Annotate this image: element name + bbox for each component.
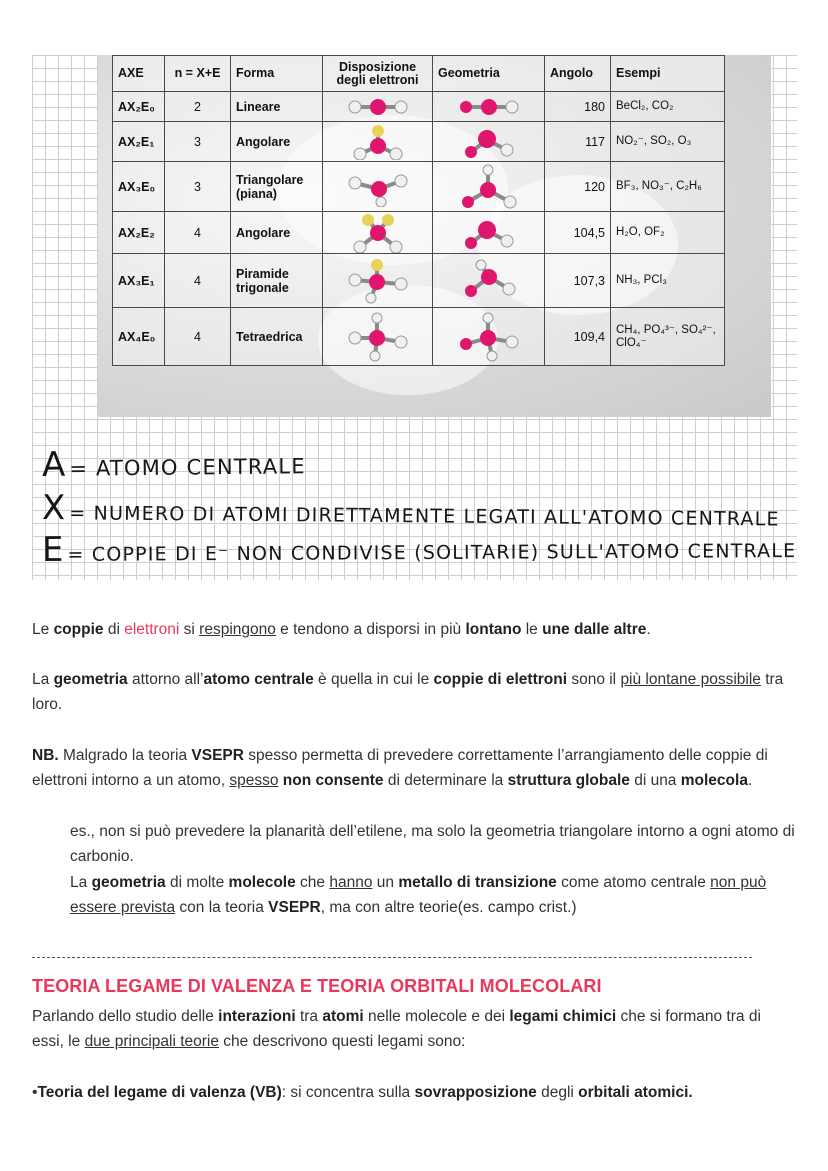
molecule-tetrahedral-one-lonepair-image xyxy=(345,258,411,304)
cell-disposizione xyxy=(323,92,433,122)
cell-forma: Angolare xyxy=(231,122,323,162)
cell-esempi: NH₃, PCl₃ xyxy=(611,254,725,308)
cell-n: 4 xyxy=(165,308,231,366)
handwritten-def-a: = ATOMO CENTRALE xyxy=(69,454,306,481)
cell-axe: AX₄E₀ xyxy=(113,308,165,366)
handwritten-letter-a: A xyxy=(41,444,66,485)
cell-forma: Angolare xyxy=(231,212,323,254)
cell-angolo: 107,3 xyxy=(545,254,611,308)
paragraph-teoria-vb: •Teoria del legame di valenza (VB): si concentra sulla sovrapposizione degli orbitali atomici. xyxy=(32,1084,693,1101)
table-row xyxy=(113,254,725,308)
cell-geometria xyxy=(433,122,545,162)
paragraph-example-etilene: es., non si può prevedere la planarità dell’etilene, ma solo la geometria triangolare intorno a ogni atomo di carbonio. xyxy=(70,823,795,865)
handwritten-note-a xyxy=(42,442,306,485)
paragraph-geometria: La geometria attorno all’atomo centrale è quella in cui le coppie di elettroni sono il più lontane possibile tra loro. xyxy=(32,671,784,713)
cell-geometria xyxy=(433,92,545,122)
cell-forma: Piramide trigonale xyxy=(231,254,323,308)
cell-forma: Tetraedrica xyxy=(231,308,323,366)
handwritten-def-x: = NUMERO DI ATOMI DIRETTAMENTE LEGATI ALL'ATOMO CENTRALE xyxy=(69,502,780,531)
section-title: TEORIA LEGAME DI VALENZA E TEORIA ORBITALI MOLECOLARI xyxy=(32,976,602,996)
nb-label: NB. xyxy=(32,747,59,764)
cell-angolo: 104,5 xyxy=(545,212,611,254)
cell-n: 2 xyxy=(165,92,231,122)
table-row xyxy=(113,308,725,366)
cell-geometria xyxy=(433,162,545,212)
molecule-linear-disposition-image xyxy=(343,96,413,118)
paragraph-interazioni: Parlando dello studio delle interazioni tra atomi nelle molecole e dei legami chimici che si formano tra di essi, le due principali teorie che descrivono questi legami sono: xyxy=(32,1008,761,1050)
handwritten-def-e: = COPPIE DI E⁻ NON CONDIVISE (SOLITARIE) SULL'ATOMO CENTRALE xyxy=(67,540,797,566)
cell-axe: AX₂E₀ xyxy=(113,92,165,122)
molecule-trigonal-planar-disposition-image xyxy=(343,167,413,207)
header-disposizione: Disposizione degli elettroni xyxy=(323,56,433,92)
cell-geometria xyxy=(433,254,545,308)
cell-axe: AX₃E₁ xyxy=(113,254,165,308)
molecule-tetrahedral-two-lonepairs-image xyxy=(348,213,408,253)
cell-esempi: BF₃, NO₃⁻, C₂H₆ xyxy=(611,162,725,212)
vsepr-figure xyxy=(32,55,797,580)
molecule-trigonal-pyramid-geometry-image xyxy=(459,259,519,303)
table-row xyxy=(113,212,725,254)
cell-angolo: 120 xyxy=(545,162,611,212)
molecule-bent-geometry-image xyxy=(459,124,519,160)
cell-angolo: 180 xyxy=(545,92,611,122)
cell-geometria xyxy=(433,308,545,366)
cell-esempi: CH₄, PO₄³⁻, SO₄²⁻, ClO₄⁻ xyxy=(611,308,725,366)
table-row xyxy=(113,92,725,122)
molecule-tetrahedral-geometry-image xyxy=(456,312,522,362)
cell-disposizione xyxy=(323,122,433,162)
molecule-trigonal-planar-geometry-image xyxy=(454,164,524,210)
cell-esempi: NO₂⁻, SO₂, O₃ xyxy=(611,122,725,162)
header-esempi: Esempi xyxy=(611,56,725,92)
header-angolo: Angolo xyxy=(545,56,611,92)
cell-angolo: 109,4 xyxy=(545,308,611,366)
cell-disposizione xyxy=(323,162,433,212)
molecule-tetrahedral-disposition-image xyxy=(345,312,411,362)
table-row xyxy=(113,162,725,212)
cell-n: 3 xyxy=(165,122,231,162)
cell-disposizione xyxy=(323,212,433,254)
cell-n: 4 xyxy=(165,212,231,254)
header-geometria: Geometria xyxy=(433,56,545,92)
section-divider xyxy=(32,957,752,958)
header-forma: Forma xyxy=(231,56,323,92)
table-row xyxy=(113,122,725,162)
header-n: n = X+E xyxy=(165,56,231,92)
table-photo-background xyxy=(98,55,771,417)
cell-angolo: 117 xyxy=(545,122,611,162)
handwritten-note-e xyxy=(42,526,797,570)
cell-forma: Lineare xyxy=(231,92,323,122)
cell-axe: AX₃E₀ xyxy=(113,162,165,212)
cell-disposizione xyxy=(323,254,433,308)
paragraph-metallo-transizione: La geometria di molte molecole che hanno un metallo di transizione come atomo centrale non può essere prevista con la teoria VSEPR, ma con altre teorie(es. campo crist.) xyxy=(70,874,767,916)
handwritten-letter-x: X xyxy=(41,488,66,529)
molecule-linear-geometry-image xyxy=(454,96,524,118)
table-header-row xyxy=(113,56,725,92)
cell-esempi: H₂O, OF₂ xyxy=(611,212,725,254)
cell-n: 4 xyxy=(165,254,231,308)
cell-n: 3 xyxy=(165,162,231,212)
header-axe: AXE xyxy=(113,56,165,92)
cell-axe: AX₂E₁ xyxy=(113,122,165,162)
molecule-trigonal-lonepair-image xyxy=(348,124,408,160)
paragraph-coppie-elettroni: Le coppie di elettroni si respingono e tendono a disporsi in più lontano le une dalle altre. xyxy=(32,621,651,638)
cell-geometria xyxy=(433,212,545,254)
cell-forma: Triangolare (piana) xyxy=(231,162,323,212)
bullet: • xyxy=(32,1084,38,1101)
vsepr-table xyxy=(112,55,725,366)
cell-disposizione xyxy=(323,308,433,366)
cell-axe: AX₂E₂ xyxy=(113,212,165,254)
molecule-bent-water-geometry-image xyxy=(459,215,519,251)
paragraph-nb-vsepr: NB. Malgrado la teoria VSEPR spesso permetta di prevedere correttamente l’arrangiamento delle coppie di elettroni intorno a un atomo, spesso non consente di determinare la struttura globale di una molecola. xyxy=(32,747,768,789)
handwritten-letter-e: E xyxy=(41,529,64,570)
cell-esempi: BeCl₂, CO₂ xyxy=(611,92,725,122)
